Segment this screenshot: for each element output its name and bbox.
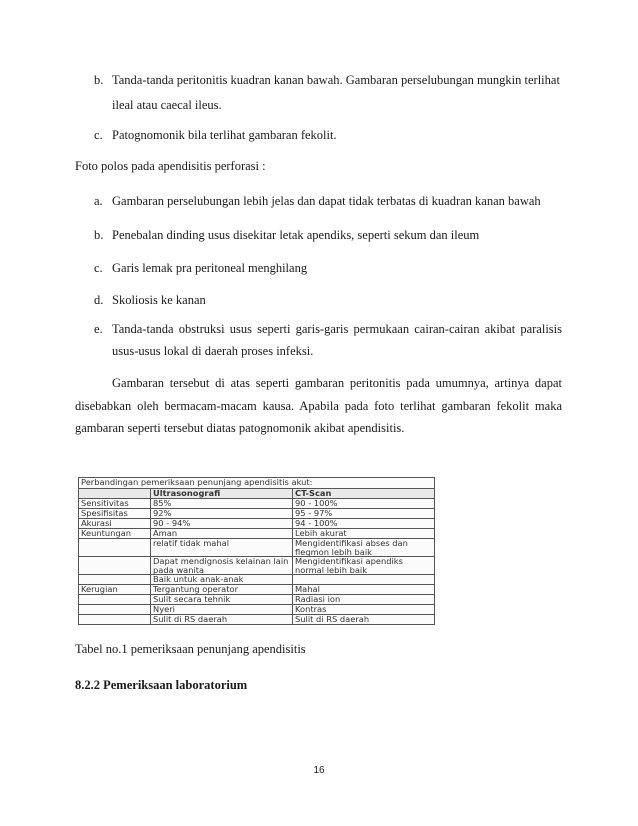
table-row bbox=[79, 595, 435, 605]
table-row bbox=[79, 575, 435, 585]
list-item-text: usus-usus lokal di daerah proses infeksi. bbox=[112, 344, 314, 358]
table-row bbox=[79, 585, 435, 595]
table-row bbox=[79, 519, 435, 529]
table-cell bbox=[79, 615, 151, 625]
list-item-text: Penebalan dinding usus disekitar letak apendiks, seperti sekum dan ileum bbox=[112, 228, 480, 242]
list-item-label: c. bbox=[94, 261, 103, 275]
table-header: Ultrasonografi bbox=[151, 489, 293, 499]
table-row bbox=[79, 509, 435, 519]
table-cell: Lebih akurat bbox=[293, 529, 435, 539]
comparison-table-image bbox=[78, 477, 434, 630]
section-heading: 8.2.2 Pemeriksaan laboratorium bbox=[75, 678, 248, 692]
list-item-label: b. bbox=[94, 73, 104, 87]
paragraph-line: Gambaran tersebut di atas seperti gambaran peritonitis pada umumnya, artinya dapat bbox=[112, 376, 562, 390]
list-item-label: e. bbox=[94, 322, 103, 336]
list-item-label: d. bbox=[94, 293, 104, 307]
table-cell bbox=[79, 539, 151, 557]
table-row bbox=[79, 499, 435, 509]
table-cell: Sulit secara tehnik bbox=[151, 595, 293, 605]
table-cell: Mengidentifikasi apendiks normal lebih baik bbox=[293, 557, 435, 575]
table-cell bbox=[79, 595, 151, 605]
table-cell bbox=[79, 575, 151, 585]
table-row bbox=[79, 557, 435, 575]
table-cell: 92% bbox=[151, 509, 293, 519]
table-cell: relatif tidak mahal bbox=[151, 539, 293, 557]
paragraph-line: gambaran seperti tersebut diatas patognomonik akibat apendisitis. bbox=[75, 421, 405, 435]
list-item-label: b. bbox=[94, 228, 104, 242]
table-row bbox=[79, 529, 435, 539]
table-row bbox=[79, 539, 435, 557]
table-cell: Keuntungan bbox=[79, 529, 151, 539]
table-cell: Sulit di RS daerah bbox=[293, 615, 435, 625]
table-header: CT-Scan bbox=[293, 489, 435, 499]
table-cell: Nyeri bbox=[151, 605, 293, 615]
table-cell: Spesifisitas bbox=[79, 509, 151, 519]
table-cell: Kontras bbox=[293, 605, 435, 615]
table-cell: Mengidentifikasi abses dan flegmon lebih baik bbox=[293, 539, 435, 557]
section-intro: Foto polos pada apendisitis perforasi : bbox=[75, 159, 266, 173]
list-item-text: Patognomonik bila terlihat gambaran fekolit. bbox=[112, 128, 337, 142]
table-cell: Radiasi ion bbox=[293, 595, 435, 605]
list-item-label: a. bbox=[94, 194, 103, 208]
list-item-text: Garis lemak pra peritoneal menghilang bbox=[112, 261, 308, 275]
table-cell: Dapat mendignosis kelainan lain pada wanita bbox=[151, 557, 293, 575]
table-cell: Kerugian bbox=[79, 585, 151, 595]
list-item-text: ileal atau caecal ileus. bbox=[112, 98, 222, 112]
table-cell: 85% bbox=[151, 499, 293, 509]
table-cell bbox=[79, 605, 151, 615]
table-cell: 90 - 94% bbox=[151, 519, 293, 529]
table-cell: 95 - 97% bbox=[293, 509, 435, 519]
table-header bbox=[79, 489, 151, 499]
comparison-table bbox=[78, 477, 435, 625]
table-cell: Sensitivitas bbox=[79, 499, 151, 509]
table-cell: Sulit di RS daerah bbox=[151, 615, 293, 625]
table-cell bbox=[79, 557, 151, 575]
table-cell: Akurasi bbox=[79, 519, 151, 529]
list-item-text: Skoliosis ke kanan bbox=[112, 293, 206, 307]
table-caption: Perbandingan pemeriksaan penunjang apendisitis akut: bbox=[79, 478, 435, 489]
paragraph-line: disebabkan oleh bermacam-macam kausa. Apabila pada foto terlihat gambaran fekolit maka bbox=[75, 399, 562, 413]
table-cell: Tergantung operator bbox=[151, 585, 293, 595]
list-item-text: Tanda-tanda peritonitis kuadran kanan bawah. Gambaran perselubungan mungkin terlihat bbox=[112, 73, 560, 87]
table-cell: 94 - 100% bbox=[293, 519, 435, 529]
page-number: 16 bbox=[313, 765, 325, 776]
table-caption-below: Tabel no.1 pemeriksaan penunjang apendisitis bbox=[75, 642, 306, 656]
table-cell bbox=[293, 575, 435, 585]
list-item-label: c. bbox=[94, 128, 103, 142]
list-item-text: Gambaran perselubungan lebih jelas dan dapat tidak terbatas di kuadran kanan bawah bbox=[112, 194, 541, 208]
table-cell: Aman bbox=[151, 529, 293, 539]
table-row bbox=[79, 605, 435, 615]
table-row bbox=[79, 615, 435, 625]
table-cell: Baik untuk anak-anak bbox=[151, 575, 293, 585]
table-cell: 90 - 100% bbox=[293, 499, 435, 509]
list-item-text: Tanda-tanda obstruksi usus seperti garis-garis permukaan cairan-cairan akibat paralisis bbox=[112, 322, 562, 336]
table-cell: Mahal bbox=[293, 585, 435, 595]
